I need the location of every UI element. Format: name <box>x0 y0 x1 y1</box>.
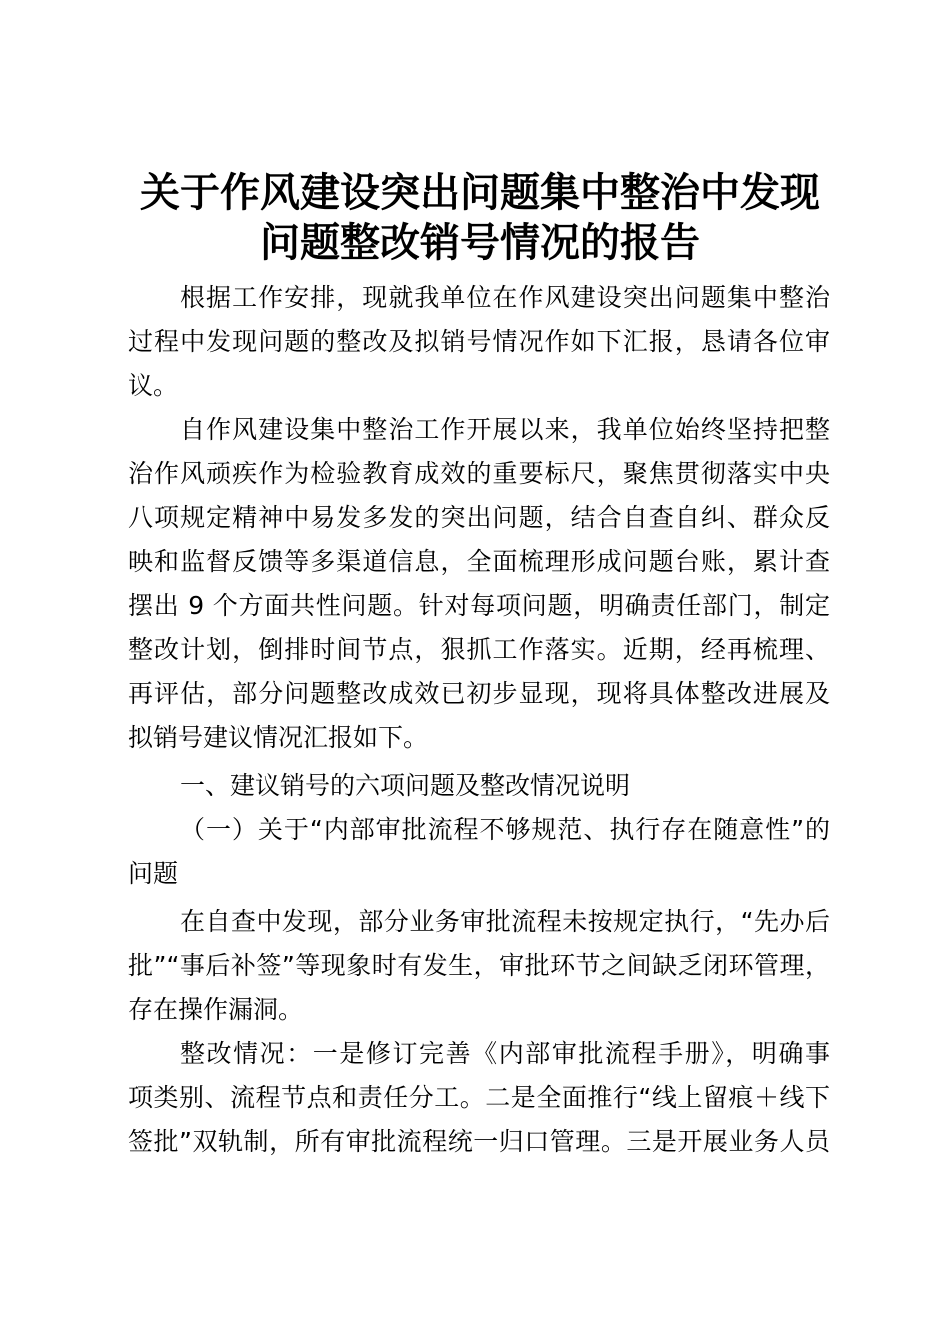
paragraph-2-line: 再评估，部分问题整改成效已初步显现，现将具体整改进展及 <box>128 679 830 708</box>
paragraph-1-line: 议。 <box>128 371 179 400</box>
paragraph-2-line: 整改计划，倒排时间节点，狠抓工作落实。近期，经再梳理、 <box>128 635 830 664</box>
document-title-line-2: 问题整改销号情况的报告 <box>260 220 700 266</box>
paragraph-2-line: 治作风顽疾作为检验教育成效的重要标尺，聚焦贯彻落实中央 <box>128 459 830 488</box>
paragraph-1-line: 根据工作安排，现就我单位在作风建设突出问题集中整治 <box>180 283 830 312</box>
paragraph-6-line: 整改情况：一是修订完善《内部审批流程手册》，明确事 <box>180 1039 830 1068</box>
paragraph-2-line: 摆出 9 个方面共性问题。针对每项问题，明确责任部门，制定 <box>128 591 830 620</box>
document-title-line-1: 关于作风建设突出问题集中整治中发现 <box>140 170 820 216</box>
paragraph-1-line: 过程中发现问题的整改及拟销号情况作如下汇报，恳请各位审 <box>128 327 830 356</box>
paragraph-4-line: （一）关于“内部审批流程不够规范、执行存在随意性”的 <box>180 815 830 844</box>
paragraph-2-line: 自作风建设集中整治工作开展以来，我单位始终坚持把整 <box>180 415 830 444</box>
paragraph-3-line: 一、建议销号的六项问题及整改情况说明 <box>180 771 631 800</box>
paragraph-2-line: 拟销号建议情况汇报如下。 <box>128 723 429 752</box>
paragraph-2-line: 八项规定精神中易发多发的突出问题，结合自查自纠、群众反 <box>128 503 830 532</box>
paragraph-6-line: 签批”双轨制，所有审批流程统一归口管理。三是开展业务人员 <box>128 1127 830 1156</box>
paragraph-5-line: 在自查中发现，部分业务审批流程未按规定执行，“先办后 <box>180 907 830 936</box>
paragraph-6-line: 项类别、流程节点和责任分工。二是全面推行“线上留痕＋线下 <box>128 1083 830 1112</box>
paragraph-5-line: 批”“事后补签”等现象时有发生，审批环节之间缺乏闭环管理， <box>128 951 830 980</box>
paragraph-2-line: 映和监督反馈等多渠道信息，全面梳理形成问题台账，累计查 <box>128 547 830 576</box>
paragraph-4-line: 问题 <box>128 859 179 888</box>
paragraph-5-line: 存在操作漏洞。 <box>128 995 304 1024</box>
